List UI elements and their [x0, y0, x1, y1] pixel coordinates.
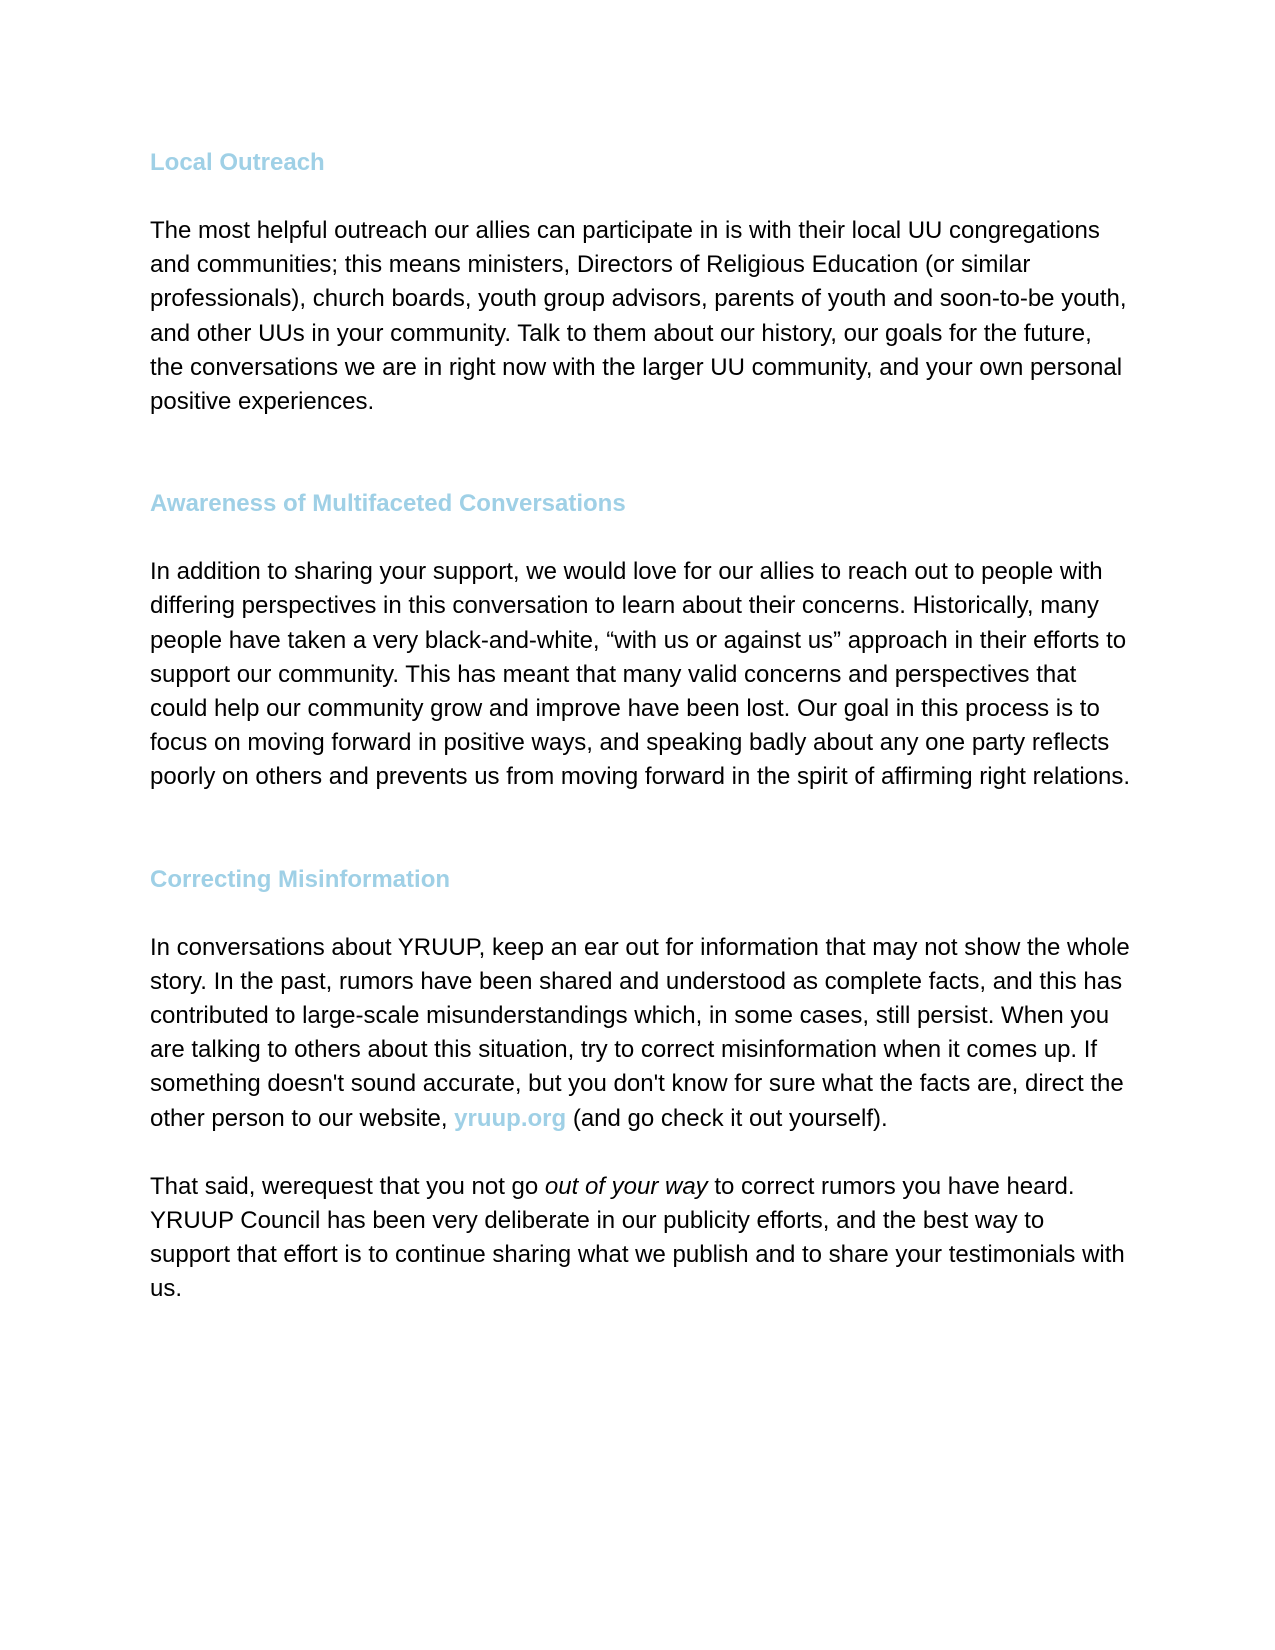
heading-local-outreach: Local Outreach [150, 149, 325, 176]
paragraph-local-outreach: The most helpful outreach our allies can participate in is with their local UU congregations and communities; this means ministers, Directors of Religious Education (or similar professionals), church boards, youth group advisors, parents of youth and soon-to-be youth, and other UUs in your community. Talk to them about our history, our goals for the future, the conversations we are in right now with the larger UU community, and your own personal positive experiences. [150, 217, 1127, 416]
website-link[interactable]: yruup.org [454, 1104, 567, 1132]
paragraph-publicity-request [150, 1170, 1130, 1307]
heading-multifaceted-conversations: Awareness of Multifaceted Conversations [150, 490, 626, 518]
heading-correcting-misinformation: Correcting Misinformation [150, 865, 451, 893]
paragraph-text-after-link: (and go check it out yourself). [566, 1104, 888, 1132]
paragraph-text-before-emphasis: That said, werequest that you not go [150, 1172, 545, 1200]
paragraph-multifaceted-conversations: In addition to sharing your support, we would love for our allies to reach out to people with differing perspectives in this conversation to learn about their concerns. Historically, many people have taken a very black-and-white, “with us or against us” approach in their efforts to support our community. This has meant that many valid concerns and perspectives that could help our community grow and improve have been lost. Our goal in this process is to focus on moving forward in positive ways, and speaking badly about any one party reflects poorly on others and prevents us from moving forward in the spirit of affirming right relations. [150, 558, 1131, 791]
paragraph-text-before-link: In conversations about YRUUP, keep an ear out for information that may not show the whole story. In the past, rumors have been shared and understood as complete facts, and this has contributed to large-scale misunderstandings which, in some cases, still persist. When you are talking to others about this situation, try to correct misinformation when it comes up. If something doesn't sound accurate, but you don't know for sure what the facts are, direct the other person to our website, [150, 933, 1130, 1132]
emphasis-out-of-your-way: out of your way [544, 1172, 708, 1200]
document-page [150, 146, 1130, 1307]
paragraph-correcting-misinformation [150, 931, 1130, 1136]
paragraph-text-after-emphasis: to correct rumors you have heard. YRUUP Council has been very deliberate in our publicity efforts, and the best way to support that effort is to continue sharing what we publish and to share your testimonials with us. [150, 1172, 1125, 1303]
